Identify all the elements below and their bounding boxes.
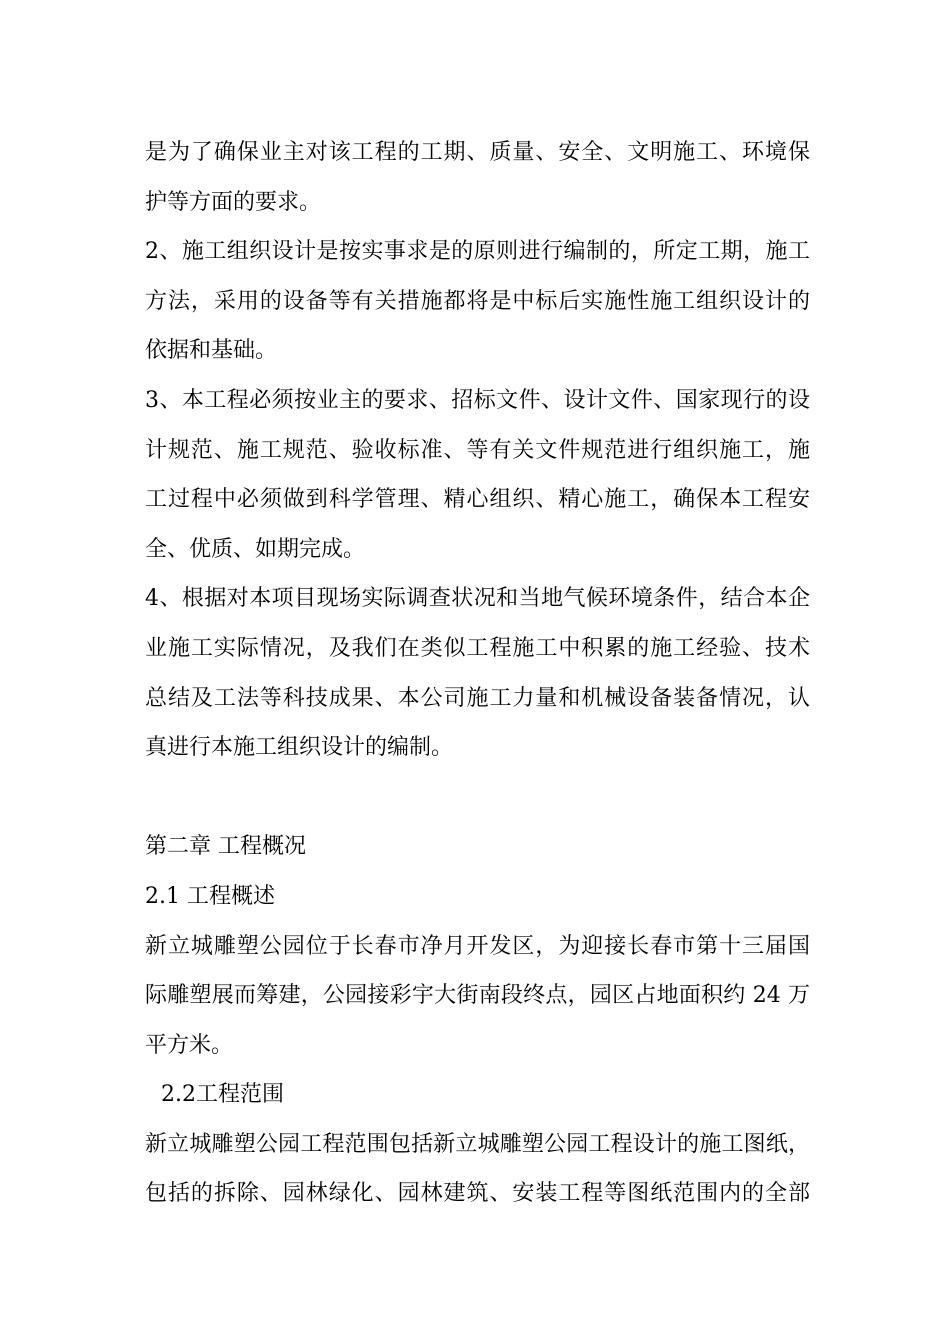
document-body — [145, 128, 810, 1219]
section-heading: 2.2工程范围 — [161, 1082, 284, 1108]
text-line: 真进行本施工组织设计的编制。 — [145, 735, 454, 761]
text-line: 方法，采用的设备等有关措施都将是中标后实施性施工组织设计的 — [145, 288, 810, 314]
text-line: 平方米。 — [145, 1032, 234, 1058]
text-line: 新立城雕塑公园工程范围包括新立城雕塑公园工程设计的施工图纸， — [145, 1131, 810, 1157]
text-line: 工过程中必须做到科学管理、精心组织、精心施工，确保本工程安 — [145, 487, 810, 513]
paragraph-gap — [145, 773, 810, 823]
text-line: 际雕塑展而筹建，公园接彩宇大街南段终点，园区占地面积约 24 万 — [145, 983, 810, 1009]
text-line: 总结及工法等科技成果、本公司施工力量和机械设备装备情况，认 — [145, 685, 810, 711]
text-line: 包括的拆除、园林绿化、园林建筑、安装工程等图纸范围内的全部 — [145, 1181, 810, 1207]
text-line: 业施工实际情况，及我们在类似工程施工中积累的施工经验、技术 — [145, 635, 810, 661]
text-line: 计规范、施工规范、验收标准、等有关文件规范进行组织施工，施 — [145, 437, 810, 463]
text-line: 是为了确保业主对该工程的工期、质量、安全、文明施工、环境保 — [145, 140, 810, 165]
text-line: 全、优质、如期完成。 — [145, 536, 366, 562]
chapter-title: 第二章 工程概况 — [145, 834, 306, 860]
text-line: 护等方面的要求。 — [145, 189, 322, 215]
text-line: 2、施工组织设计是按实事求是的原则进行编制的，所定工期，施工 — [145, 239, 810, 265]
text-line: 新立城雕塑公园位于长春市净月开发区，为迎接长春市第十三届国 — [145, 933, 810, 959]
section-heading: 2.1 工程概述 — [145, 883, 275, 909]
text-line: 3、本工程必须按业主的要求、招标文件、设计文件、国家现行的设 — [145, 387, 810, 413]
text-line: 依据和基础。 — [145, 338, 278, 364]
text-line: 4、根据对本项目现场实际调查状况和当地气候环境条件，结合本企 — [145, 586, 810, 612]
